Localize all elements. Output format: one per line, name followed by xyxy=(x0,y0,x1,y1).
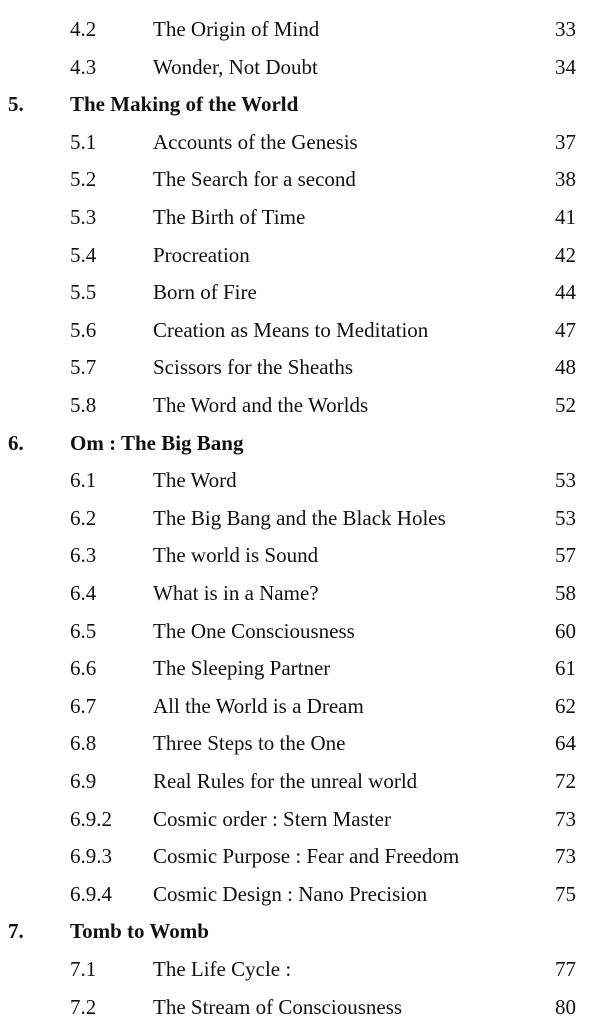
toc-entry xyxy=(0,315,600,345)
section-number: 6.5 xyxy=(70,618,97,643)
toc-entry xyxy=(0,277,600,307)
section-title: Cosmic order : Stern Master xyxy=(153,806,391,831)
section-number: 4.3 xyxy=(70,54,97,79)
section-title: The Word and the Worlds xyxy=(153,393,369,417)
section-title: Creation as Means to Meditation xyxy=(153,317,429,342)
section-title: The One Consciousness xyxy=(153,618,355,643)
page-number: 37 xyxy=(555,129,576,154)
toc-entry xyxy=(0,766,600,796)
toc-entry xyxy=(0,616,600,646)
section-number: 6.1 xyxy=(70,468,97,493)
toc-entry xyxy=(0,240,600,270)
toc-entry xyxy=(0,390,600,420)
toc-entry xyxy=(0,202,600,232)
toc-entry xyxy=(0,954,600,984)
section-number: 6.9.2 xyxy=(70,806,112,831)
section-title: Scissors for the Sheaths xyxy=(153,355,354,380)
section-title: What is in a Name? xyxy=(153,581,319,605)
chapter-number: 7. xyxy=(8,919,24,944)
section-number: 5.6 xyxy=(70,317,97,342)
page-number: 34 xyxy=(555,54,576,79)
page-number: 41 xyxy=(555,205,576,229)
page-number: 42 xyxy=(555,242,576,267)
page-number: 57 xyxy=(555,543,576,568)
toc-entry xyxy=(0,164,600,194)
toc-entry xyxy=(0,992,600,1022)
section-number: 6.8 xyxy=(70,731,97,756)
chapter-number: 6. xyxy=(8,430,24,455)
page-number: 75 xyxy=(555,881,576,906)
section-number: 5.3 xyxy=(70,205,97,229)
section-number: 6.6 xyxy=(70,656,97,681)
page-number: 73 xyxy=(555,844,576,869)
section-title: Cosmic Design : Nano Precision xyxy=(153,881,428,906)
section-number: 7.2 xyxy=(70,994,97,1019)
section-title: Accounts of the Genesis xyxy=(153,129,358,154)
section-number: 4.2 xyxy=(70,17,97,41)
page-number: 58 xyxy=(555,581,576,605)
page-number: 33 xyxy=(555,17,576,41)
page-number: 48 xyxy=(555,355,576,380)
toc-entry xyxy=(0,804,600,834)
page-number: 53 xyxy=(555,468,576,493)
section-title: The Big Bang and the Black Holes xyxy=(153,505,446,530)
toc-entry xyxy=(0,653,600,683)
section-number: 6.3 xyxy=(70,543,97,568)
section-title: Born of Fire xyxy=(153,280,257,305)
page-number: 61 xyxy=(555,656,576,681)
section-title: Cosmic Purpose : Fear and Freedom xyxy=(153,844,460,869)
section-title: The Origin of Mind xyxy=(153,17,320,41)
toc-entry xyxy=(0,540,600,570)
page-number: 52 xyxy=(555,393,576,417)
section-title: Three Steps to the One xyxy=(153,731,346,756)
page-number: 77 xyxy=(555,957,576,981)
section-number: 5.4 xyxy=(70,242,97,267)
section-title: All the World is a Dream xyxy=(153,693,364,718)
section-number: 6.9 xyxy=(70,769,97,793)
toc-entry xyxy=(0,14,600,44)
toc-entry xyxy=(0,578,600,608)
section-number: 5.2 xyxy=(70,167,97,192)
chapter-title: Om : The Big Bang xyxy=(70,430,244,455)
toc-entry xyxy=(0,691,600,721)
section-number: 6.4 xyxy=(70,581,97,605)
section-number: 6.9.4 xyxy=(70,881,112,906)
toc-entry xyxy=(0,127,600,157)
chapter-number: 5. xyxy=(8,92,24,117)
toc-entry xyxy=(0,841,600,871)
page-number: 44 xyxy=(555,280,576,305)
page-number: 38 xyxy=(555,167,576,192)
section-number: 5.1 xyxy=(70,129,97,154)
section-title: The Life Cycle : xyxy=(153,957,292,981)
toc-entry xyxy=(0,503,600,533)
section-title: The Birth of Time xyxy=(153,205,306,229)
toc-entry xyxy=(0,352,600,382)
page-number: 80 xyxy=(555,994,576,1019)
chapter-heading xyxy=(0,916,600,946)
toc-entry xyxy=(0,465,600,495)
section-number: 5.8 xyxy=(70,393,97,417)
section-title: The Word xyxy=(153,468,237,493)
section-title: The Stream of Consciousness xyxy=(153,994,403,1019)
section-number: 6.2 xyxy=(70,505,97,530)
section-title: The world is Sound xyxy=(153,543,319,568)
chapter-title: Tomb to Womb xyxy=(70,919,209,944)
page-number: 72 xyxy=(555,769,576,793)
section-number: 5.7 xyxy=(70,355,97,380)
section-number: 6.7 xyxy=(70,693,97,718)
section-title: Wonder, Not Doubt xyxy=(153,54,318,79)
section-title: Real Rules for the unreal world xyxy=(153,769,418,793)
toc-entry xyxy=(0,879,600,909)
page-number: 47 xyxy=(555,317,576,342)
chapter-heading xyxy=(0,428,600,458)
section-title: The Sleeping Partner xyxy=(153,656,331,681)
toc-entry xyxy=(0,52,600,82)
section-number: 5.5 xyxy=(70,280,97,305)
section-title: The Search for a second xyxy=(153,167,356,192)
page-number: 60 xyxy=(555,618,576,643)
page-number: 64 xyxy=(555,731,576,756)
page-number: 73 xyxy=(555,806,576,831)
page-number: 53 xyxy=(555,505,576,530)
chapter-title: The Making of the World xyxy=(70,92,299,117)
section-number: 7.1 xyxy=(70,957,97,981)
chapter-heading xyxy=(0,89,600,119)
page-number: 62 xyxy=(555,693,576,718)
section-title: Procreation xyxy=(153,242,250,267)
section-number: 6.9.3 xyxy=(70,844,112,869)
toc-entry xyxy=(0,728,600,758)
